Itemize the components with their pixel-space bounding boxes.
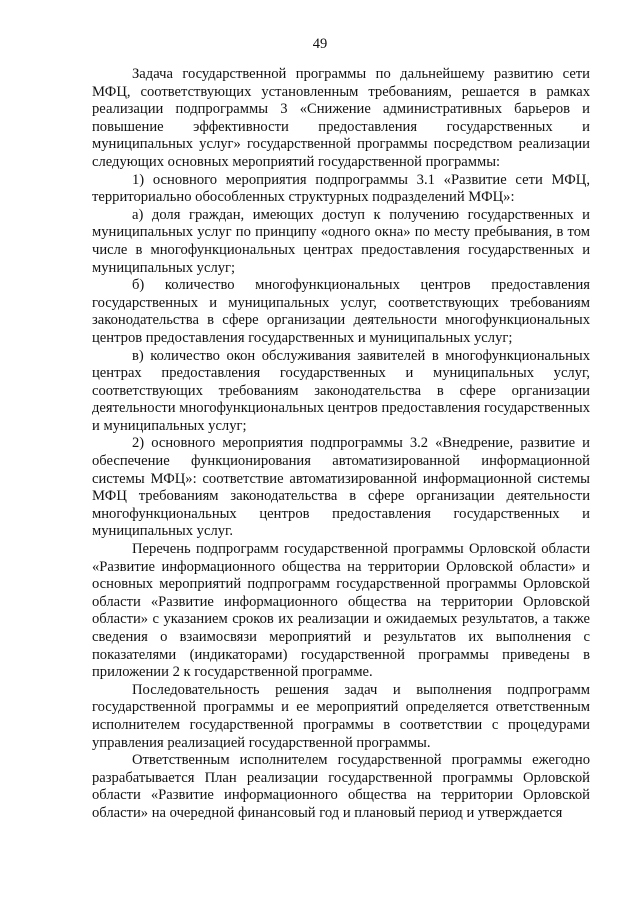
paragraph-main-activity-3-1: 1) основного мероприятия подпрограммы 3.1 «Развитие сети МФЦ, территориально обособленных структурных подразделений МФЦ»: (92, 171, 590, 206)
document-body (92, 66, 590, 823)
paragraph-main-activity-3-2: 2) основного мероприятия подпрограммы 3.2 «Внедрение, развитие и обеспечение функционирования автоматизированной информационной системы МФЦ»: соответствие автоматизированной информационной системы МФЦ требованиям законодательства в сфере организации деятельности многофункциональных центров предоставления государственных и муниципальных услуг. (92, 435, 590, 540)
page-number: 49 (312, 36, 328, 52)
paragraph-implementation-plan: Ответственным исполнителем государственной программы ежегодно разрабатывается План реализации государственной программы Орловской области «Развитие информационного общества на территории Орловской области» на очередной финансовый год и плановый период и утверждается (92, 752, 590, 821)
paragraph-item-a: а) доля граждан, имеющих доступ к получению государственных и муниципальных услуг по принципу «одного окна» по месту пребывания, в том числе в многофункциональных центрах предоставления государственных и муниципальных услуг; (92, 206, 590, 276)
paragraph-item-v: в) количество окон обслуживания заявителей в многофункциональных центрах предоставления государственных и муниципальных услуг, соответствующих требованиям законодательства в сфере организации деятельности многофункциональных центров предоставления государственных и муниципальных услуг; (92, 347, 590, 434)
paragraph-task-statement: Задача государственной программы по дальнейшему развитию сети МФЦ, соответствующих установленным требованиям, решается в рамках реализации подпрограммы 3 «Снижение административных барьеров и повышение эффективности предоставления государственных и муниципальных услуг» государственной программы посредством реализации следующих основных мероприятий государственной программы: (92, 66, 590, 170)
paragraph-sequence: Последовательность решения задач и выполнения подпрограмм государственной программы и ее мероприятий определяется ответственным исполнителем государственной программы в соответствии с процедурами управления реализацией государственной программы. (92, 681, 590, 751)
paragraph-item-b: б) количество многофункциональных центров предоставления государственных и муниципальных услуг, соответствующих требованиям законодательства в сфере организации деятельности многофункциональных центров предоставления государственных и муниципальных услуг; (92, 277, 590, 346)
paragraph-subprograms-list: Перечень подпрограмм государственной программы Орловской области «Развитие информационного общества на территории Орловской области» и основных мероприятий подпрограмм государственной программы Орловской области «Развитие информационного общества на территории Орловской области» с указанием сроков их реализации и ожидаемых результатов, а также сведения о взаимосвязи мероприятий и результатов их выполнения с показателями (индикаторами) государственной программы приведены в приложении 2 к государственной программе. (92, 541, 590, 681)
